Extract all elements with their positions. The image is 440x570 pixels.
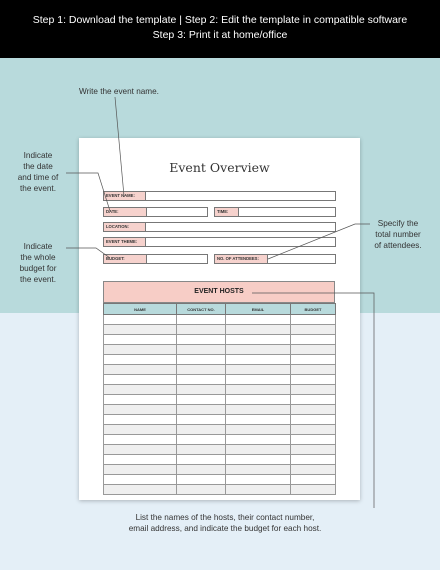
- attendees-note-line: total number: [375, 230, 421, 239]
- hosts-note-line: email address, and indicate the budget for each host.: [128, 524, 322, 533]
- budget-note-line: budget for: [19, 264, 57, 273]
- event-name-leader: [115, 97, 124, 196]
- budget-note: [10, 241, 66, 285]
- budget-note-line: the event.: [20, 275, 56, 284]
- date-time-note-line: the event.: [20, 184, 56, 193]
- hosts-note-line: List the names of the hosts, their contact number,: [135, 513, 315, 522]
- event-name-note: Write the event name.: [79, 87, 159, 96]
- event-name-label: EVENT NAME:: [104, 192, 146, 200]
- attendees-note: [366, 218, 430, 251]
- banner-step-3: Step 3: Print it at home/office: [152, 29, 288, 41]
- budget-leader: [66, 248, 110, 258]
- column-header-name: NAME: [104, 304, 177, 315]
- event-hosts-title: EVENT HOSTS: [103, 281, 335, 303]
- hosts-leader: [252, 293, 374, 508]
- budget-note-line: Indicate: [23, 242, 53, 251]
- location-label: LOCATION:: [104, 223, 146, 231]
- date-time-note: [10, 150, 66, 194]
- attendees-note-line: of attendees.: [374, 241, 422, 250]
- date-time-note-line: and time of: [17, 173, 59, 182]
- date-leader: [66, 173, 110, 211]
- attendees-leader: [268, 224, 370, 259]
- attendees-note-line: Specify the: [377, 219, 419, 228]
- date-time-note-line: Indicate: [23, 151, 53, 160]
- column-header-email: EMAIL: [226, 304, 291, 315]
- document-title: Event Overview: [169, 160, 270, 175]
- date-time-note-line: the date: [23, 162, 53, 171]
- date-label: DATE:: [104, 208, 147, 216]
- attendees-label: NO. OF ATTENDEES:: [215, 255, 268, 263]
- budget-note-line: the whole: [20, 253, 56, 262]
- column-header-contact: CONTACT NO.: [177, 304, 226, 315]
- banner-steps-1-2: Step 1: Download the template | Step 2: Edit the template in compatible software: [32, 14, 408, 26]
- column-header-budget: BUDGET: [291, 304, 336, 315]
- hosts-note: [100, 512, 350, 534]
- budget-label: BUDGET:: [104, 255, 147, 263]
- event-theme-label: EVENT THEME:: [104, 238, 146, 246]
- time-label: TIME:: [215, 208, 239, 216]
